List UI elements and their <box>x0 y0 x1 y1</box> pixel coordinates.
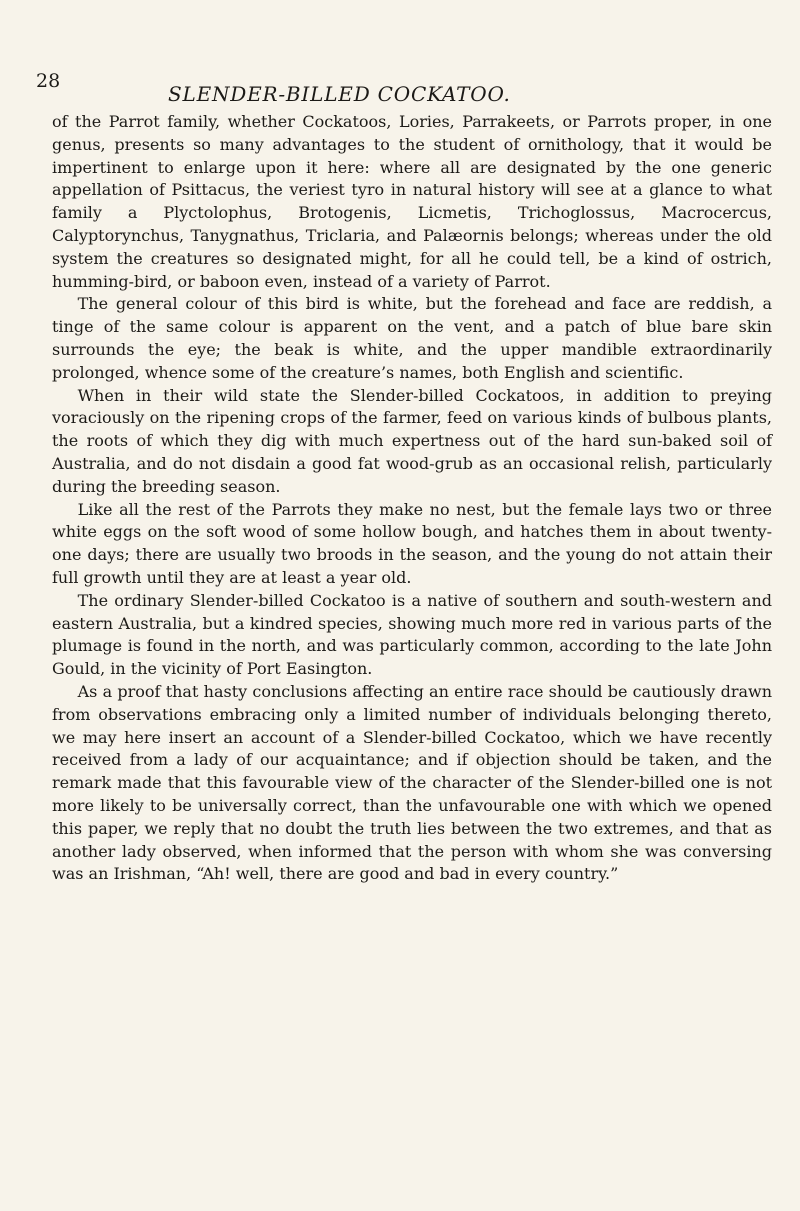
paragraph: Like all the rest of the Parrots they make no nest, but the female lays two or three white eggs on the soft wood of some hollow bough, and hatches them in about twenty-one days; there are usually two broods in the season, and the young do not attain their full growth until they are at least a year old. <box>52 499 772 587</box>
paragraph: When in their wild state the Slender-billed Cockatoos, in addition to preying voraciously on the ripening crops of the farmer, feed on various kinds of bulbous plants, the roots of which they dig with much expertness out of the hard sun-baked soil of Australia, and do not disdain a good fat wood-grub as an occasional relish, particularly during the breeding season. <box>52 385 772 496</box>
body-text <box>52 111 772 886</box>
paragraph: As a proof that hasty conclusions affecting an entire race should be cautiously drawn from observations embracing only a limited number of individuals belonging thereto, we may here insert an account of a Slender-billed Cockatoo, which we have recently received from a lady of our acquaintance; and if objection should be taken, and the remark made that this favourable view of the character of the Slender-billed one is not more likely to be universally correct, than the unfavourable one with which we opened this paper, we reply that no doubt the truth lies between the two extremes, and that as another lady observed, when informed that the person with whom she was conversing was an Irishman, “Ah! well, there are good and bad in every country.” <box>52 681 772 884</box>
paragraph: of the Parrot family, whether Cockatoos, Lories, Parrakeets, or Parrots proper, in one genus, presents so many advantages to the student of ornithology, that it would be impertinent to enlarge upon it here: where all are designated by the one generic appellation of Psittacus, the veriest tyro in natural history will see at a glance to what family a Plyctolophus, Brotogenis, Licmetis, Trichoglossus, Macrocercus, Calyptorynchus, Tanygnathus, Triclaria, and Palæornis belongs; whereas under the old system the creatures so designated might, for all he could tell, be a kind of ostrich, humming-bird, or baboon even, instead of a variety of Parrot. <box>52 112 772 291</box>
running-head: SLENDER-BILLED COCKATOO. <box>168 82 511 106</box>
page-number: 28 <box>36 70 61 92</box>
paragraph: The ordinary Slender-billed Cockatoo is a native of southern and south-western and eastern Australia, but a kindred species, showing much more red in various parts of the plumage is found in the north, and was particularly common, according to the late John Gould, in the vicinity of Port Easington. <box>52 590 772 679</box>
paragraph: The general colour of this bird is white, but the forehead and face are reddish, a tinge of the same colour is apparent on the vent, and a patch of blue bare skin surrounds the eye; the beak is white, and the upper mandible extraordinarily prolonged, whence some of the creature’s names, both English and scientific. <box>52 294 772 382</box>
